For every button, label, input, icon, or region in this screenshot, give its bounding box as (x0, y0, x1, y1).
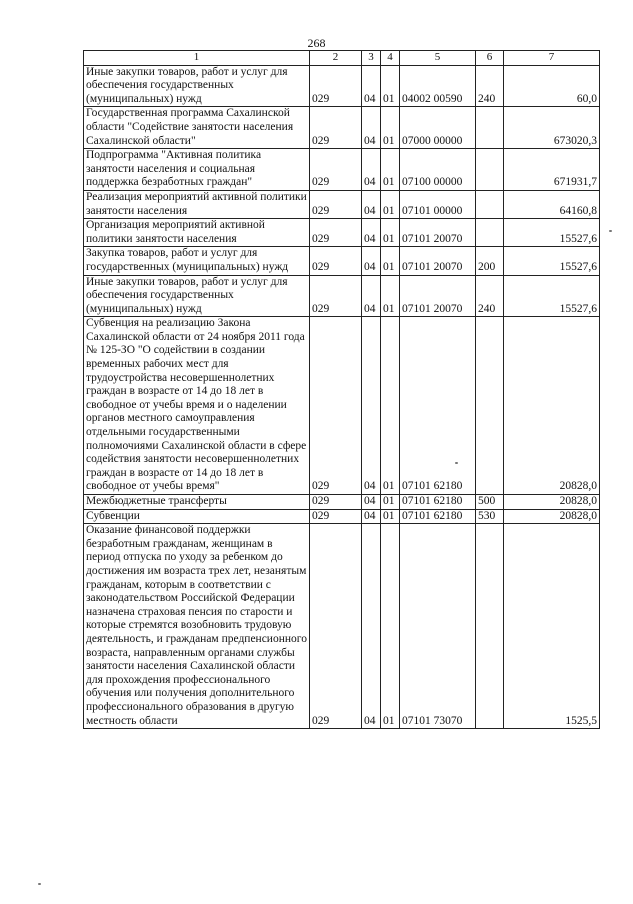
table-row (84, 65, 600, 107)
target-article-code: 07101 62180 (400, 509, 476, 524)
amount: 673020,3 (504, 107, 600, 149)
column-header: 2 (310, 51, 362, 66)
subsection-code: 01 (381, 65, 400, 107)
target-article-code: 07101 73070 (400, 524, 476, 729)
amount: 15527,6 (504, 247, 600, 275)
row-name: Межбюджетные трансферты (84, 495, 310, 510)
ministry-code: 029 (310, 107, 362, 149)
expense-type-code (476, 219, 504, 247)
expense-type-code: 200 (476, 247, 504, 275)
target-article-code: 07000 00000 (400, 107, 476, 149)
section-code: 04 (362, 107, 381, 149)
section-code: 04 (362, 317, 381, 495)
ministry-code: 029 (310, 190, 362, 218)
section-code: 04 (362, 219, 381, 247)
row-name: Иные закупки товаров, работ и услуг для обеспечения государственных (муниципальных) нужд (84, 65, 310, 107)
ministry-code: 029 (310, 219, 362, 247)
expense-type-code (476, 317, 504, 495)
amount: 20828,0 (504, 509, 600, 524)
subsection-code: 01 (381, 524, 400, 729)
target-article-code: 07101 62180 (400, 317, 476, 495)
amount: 1525,5 (504, 524, 600, 729)
table-row (84, 247, 600, 275)
ministry-code: 029 (310, 247, 362, 275)
expense-type-code (476, 190, 504, 218)
row-name: Реализация мероприятий активной политики занятости населения (84, 190, 310, 218)
section-code: 04 (362, 509, 381, 524)
row-name: Организация мероприятий активной политики занятости населения (84, 219, 310, 247)
target-article-code: 07101 20070 (400, 219, 476, 247)
target-article-code: 04002 00590 (400, 65, 476, 107)
row-name: Субвенции (84, 509, 310, 524)
section-code: 04 (362, 149, 381, 191)
section-code: 04 (362, 275, 381, 317)
subsection-code: 01 (381, 317, 400, 495)
expense-type-code (476, 107, 504, 149)
target-article-code: 07101 20070 (400, 247, 476, 275)
ministry-code: 029 (310, 275, 362, 317)
scan-speck (609, 230, 612, 232)
subsection-code: 01 (381, 275, 400, 317)
expense-type-code (476, 524, 504, 729)
section-code: 04 (362, 65, 381, 107)
subsection-code: 01 (381, 247, 400, 275)
row-name: Субвенция на реализацию Закона Сахалинской области от 24 ноября 2011 года № 125-ЗО "О содействии в создании временных рабочих мест для трудоустройства несовершеннолетних граждан в возрасте от 14 до 18 лет в свободное от учебы время и о наделении органов местного самоуправления отдельными государственными полномочиями Сахалинской области в сфере содействия занятости несовершеннолетних граждан в возрасте от 14 до 18 лет в свободное от учебы время" (84, 317, 310, 495)
expense-type-code: 500 (476, 495, 504, 510)
scan-speck (455, 462, 458, 464)
table-row (84, 509, 600, 524)
column-header: 1 (84, 51, 310, 66)
amount: 60,0 (504, 65, 600, 107)
column-number-row (84, 51, 600, 66)
amount: 671931,7 (504, 149, 600, 191)
section-code: 04 (362, 247, 381, 275)
table-row (84, 524, 600, 729)
subsection-code: 01 (381, 190, 400, 218)
row-name: Оказание финансовой поддержки безработным гражданам, женщинам в период отпуска по уходу за ребенком до достижения им возраста трех лет, незанятым гражданам, которым в соответствии с законодательством Российской Федерации назначена страховая пенсия по старости и которые стремятся возобновить трудовую деятельность, и гражданам предпенсионного возраста, направленным органами службы занятости населения Сахалинской области для прохождения профессионального обучения или получения дополнительного профессионального образования в другую местность области (84, 524, 310, 729)
table-row (84, 495, 600, 510)
row-name: Государственная программа Сахалинской области "Содействие занятости населения Сахалинской области" (84, 107, 310, 149)
target-article-code: 07101 00000 (400, 190, 476, 218)
column-header: 4 (381, 51, 400, 66)
subsection-code: 01 (381, 107, 400, 149)
subsection-code: 01 (381, 509, 400, 524)
table-row (84, 190, 600, 218)
amount: 64160,8 (504, 190, 600, 218)
table-row (84, 219, 600, 247)
table-row (84, 275, 600, 317)
section-code: 04 (362, 495, 381, 510)
table-row (84, 317, 600, 495)
ministry-code: 029 (310, 509, 362, 524)
scan-speck (38, 883, 41, 885)
column-header: 5 (400, 51, 476, 66)
ministry-code: 029 (310, 149, 362, 191)
target-article-code: 07101 20070 (400, 275, 476, 317)
table-row (84, 149, 600, 191)
page-number: 268 (307, 36, 326, 50)
amount: 20828,0 (504, 495, 600, 510)
column-header: 6 (476, 51, 504, 66)
row-name: Закупка товаров, работ и услуг для государственных (муниципальных) нужд (84, 247, 310, 275)
amount: 15527,6 (504, 275, 600, 317)
target-article-code: 07101 62180 (400, 495, 476, 510)
budget-table (83, 50, 600, 729)
ministry-code: 029 (310, 495, 362, 510)
expense-type-code (476, 149, 504, 191)
amount: 15527,6 (504, 219, 600, 247)
ministry-code: 029 (310, 524, 362, 729)
subsection-code: 01 (381, 495, 400, 510)
ministry-code: 029 (310, 65, 362, 107)
ministry-code: 029 (310, 317, 362, 495)
column-header: 3 (362, 51, 381, 66)
expense-type-code: 240 (476, 275, 504, 317)
subsection-code: 01 (381, 219, 400, 247)
expense-type-code: 240 (476, 65, 504, 107)
target-article-code: 07100 00000 (400, 149, 476, 191)
subsection-code: 01 (381, 149, 400, 191)
expense-type-code: 530 (476, 509, 504, 524)
row-name: Подпрограмма "Активная политика занятости населения и социальная поддержка безработных граждан" (84, 149, 310, 191)
column-header: 7 (504, 51, 600, 66)
section-code: 04 (362, 524, 381, 729)
section-code: 04 (362, 190, 381, 218)
amount: 20828,0 (504, 317, 600, 495)
table-row (84, 107, 600, 149)
row-name: Иные закупки товаров, работ и услуг для обеспечения государственных (муниципальных) нужд (84, 275, 310, 317)
